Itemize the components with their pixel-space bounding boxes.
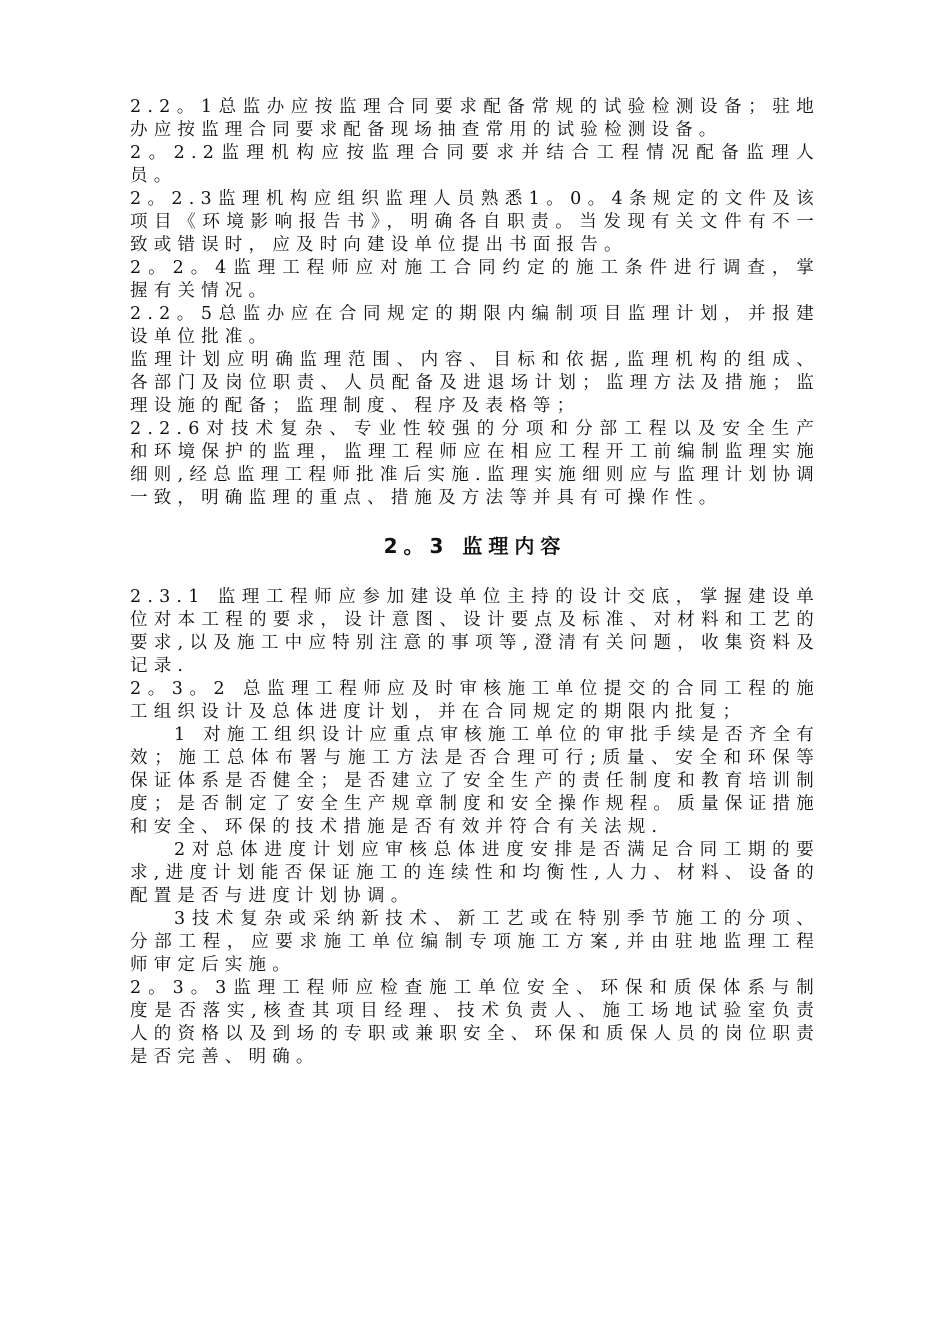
clause-2-3-2: 2。3。2 总监理工程师应及时审核施工单位提交的合同工程的施工组织设计及总体进度计划，并在合同规定的期限内批复； xyxy=(130,679,820,722)
clause-2-3-2-item-3: 3技术复杂或采纳新技术、新工艺或在特别季节施工的分项、分部工程，应要求施工单位编制专项施工方案,并由驻地监理工程师审定后实施。 xyxy=(130,909,820,975)
clause-2-3-1: 2.3.1 监理工程师应参加建设单位主持的设计交底，掌握建设单位对本工程的要求，设计意图、设计要点及标准、对材料和工艺的要求,以及施工中应特别注意的事项等,澄清有关问题，收集资料及记录. xyxy=(130,587,820,676)
supervision-plan-content: 监理计划应明确监理范围、内容、目标和依据,监理机构的组成、各部门及岗位职责、人员配备及进退场计划；监理方法及措施；监理设施的配备；监理制度、程序及表格等； xyxy=(130,350,820,416)
clause-2-3-2-item-2: 2对总体进度计划应审核总体进度安排是否满足合同工期的要求,进度计划能否保证施工的连续性和均衡性,人力、材料、设备的配置是否与进度计划协调。 xyxy=(130,840,820,906)
clause-2-2-5: 2.2。5总监办应在合同规定的期限内编制项目监理计划，并报建设单位批准。 xyxy=(130,304,820,347)
clause-2-2-6: 2.2.6对技术复杂、专业性较强的分项和分部工程以及安全生产和环境保护的监理，监理工程师应在相应工程开工前编制监理实施细则,经总监理工程师批准后实施.监理实施细则应与监理计划协调一致，明确监理的重点、措施及方法等并具有可操作性。 xyxy=(130,419,820,508)
clause-2-2-4: 2。2。4监理工程师应对施工合同约定的施工条件进行调查，掌握有关情况。 xyxy=(130,258,820,301)
clause-2-2-3: 2。2.3监理机构应组织监理人员熟悉1。0。4条规定的文件及该项目《环境影响报告书》，明确各自职责。当发现有关文件有不一致或错误时，应及时向建设单位提出书面报告。 xyxy=(130,189,820,255)
clause-2-3-2-item-1: 1 对施工组织设计应重点审核施工单位的审批手续是否齐全有效；施工总体布署与施工方法是否合理可行;质量、安全和环保等保证体系是否健全；是否建立了安全生产的责任制度和教育培训制度；是否制定了安全生产规章制度和安全操作规程。质量保证措施和安全、环保的技术措施是否有效并符合有关法规. xyxy=(130,725,820,837)
clause-2-2-1: 2.2。1总监办应按监理合同要求配备常规的试验检测设备；驻地办应按监理合同要求配备现场抽查常用的试验检测设备。 xyxy=(130,97,820,140)
clause-2-3-3: 2。3。3监理工程师应检查施工单位安全、环保和质保体系与制度是否落实,核查其项目经理、技术负责人、施工场地试验室负责人的资格以及到场的专职或兼职安全、环保和质保人员的岗位职责是否完善、明确。 xyxy=(130,978,820,1067)
clause-2-2-2: 2。2.2监理机构应按监理合同要求并结合工程情况配备监理人员。 xyxy=(130,143,820,186)
section-title: 2。3 监理内容 xyxy=(383,534,567,558)
document-page xyxy=(130,96,820,1069)
